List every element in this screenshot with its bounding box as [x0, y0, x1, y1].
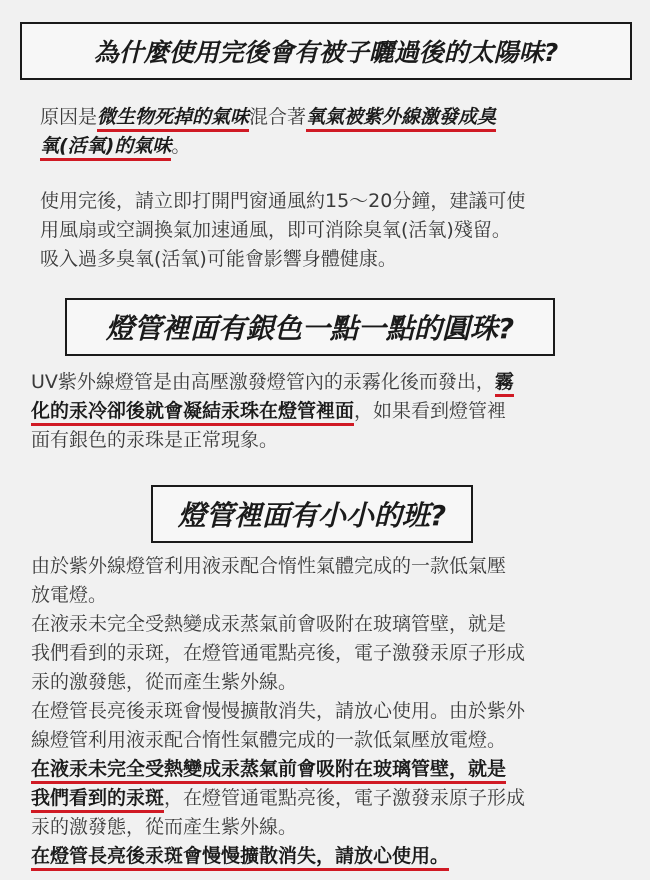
highlight-mercury-spot: 我們看到的汞斑 [31, 787, 164, 813]
highlight-mercury-condense: 化的汞冷卻後就會凝結汞珠在燈管裡面 [31, 400, 354, 426]
line2-plain: ，如果看到燈管裡 [354, 400, 507, 422]
spots-line-after-highlight: ，在燈管通電點亮後，電子激發汞原子形成 [164, 787, 526, 809]
highlight-mist-start: 霧 [495, 371, 514, 397]
line3-plain: 面有銀色的汞珠是正常現象。 [31, 429, 279, 451]
reason-prefix: 原因是 [40, 106, 98, 128]
section-title-sun-smell: 為什麼使用完後會有被子曬過後的太陽味? [20, 22, 632, 80]
mercury-spots-paragraph [31, 552, 525, 871]
spots-line: 由於紫外線燈管利用液汞配合惰性氣體完成的一款低氣壓 [31, 555, 507, 577]
advice-line: 使用完後，請立即打開門窗通風約15～20分鐘，建議可使 [40, 190, 526, 212]
mercury-beads-paragraph [31, 368, 514, 455]
highlight-spots-disappear: 在燈管長亮後汞斑會慢慢擴散消失，請放心使用。 [31, 845, 449, 871]
spots-line: 線燈管利用液汞配合惰性氣體完成的一款低氣壓放電燈。 [31, 729, 507, 751]
line1-plain: UV紫外線燈管是由高壓激發燈管內的汞霧化後而發出， [31, 371, 495, 393]
advice-line: 用風扇或空調換氣加速通風，即可消除臭氧(活氧)殘留。 [40, 219, 511, 241]
highlight-mercury-adsorb: 在液汞未完全受熱變成汞蒸氣前會吸附在玻璃管壁，就是 [31, 758, 506, 784]
spots-line: 汞的激發態，從而產生紫外線。 [31, 816, 298, 838]
spots-line: 我們看到的汞斑，在燈管通電點亮後，電子激發汞原子形成 [31, 642, 526, 664]
highlight-microbe-smell: 微生物死掉的氣味 [97, 106, 249, 132]
ventilation-advice-paragraph [40, 187, 525, 274]
advice-line: 吸入過多臭氧(活氧)可能會影響身體健康。 [40, 248, 397, 270]
spots-line: 放電燈。 [31, 584, 108, 606]
spots-line: 在液汞未完全受熱變成汞蒸氣前會吸附在玻璃管壁，就是 [31, 613, 507, 635]
section-title-silver-beads: 燈管裡面有銀色一點一點的圓珠? [65, 298, 555, 356]
spots-line: 汞的激發態，從而產生紫外線。 [31, 671, 298, 693]
section-title-small-spots: 燈管裡面有小小的班? [151, 485, 473, 543]
highlight-ozone-part2: 氧(活氧)的氣味 [40, 135, 171, 161]
reason-suffix: 。 [171, 135, 191, 157]
reason-middle: 混合著 [249, 106, 307, 128]
spots-line: 在燈管長亮後汞斑會慢慢擴散消失，請放心使用。由於紫外 [31, 700, 526, 722]
reason-paragraph [40, 103, 496, 161]
highlight-ozone-part1: 氧氣被紫外線激發成臭 [306, 106, 496, 132]
